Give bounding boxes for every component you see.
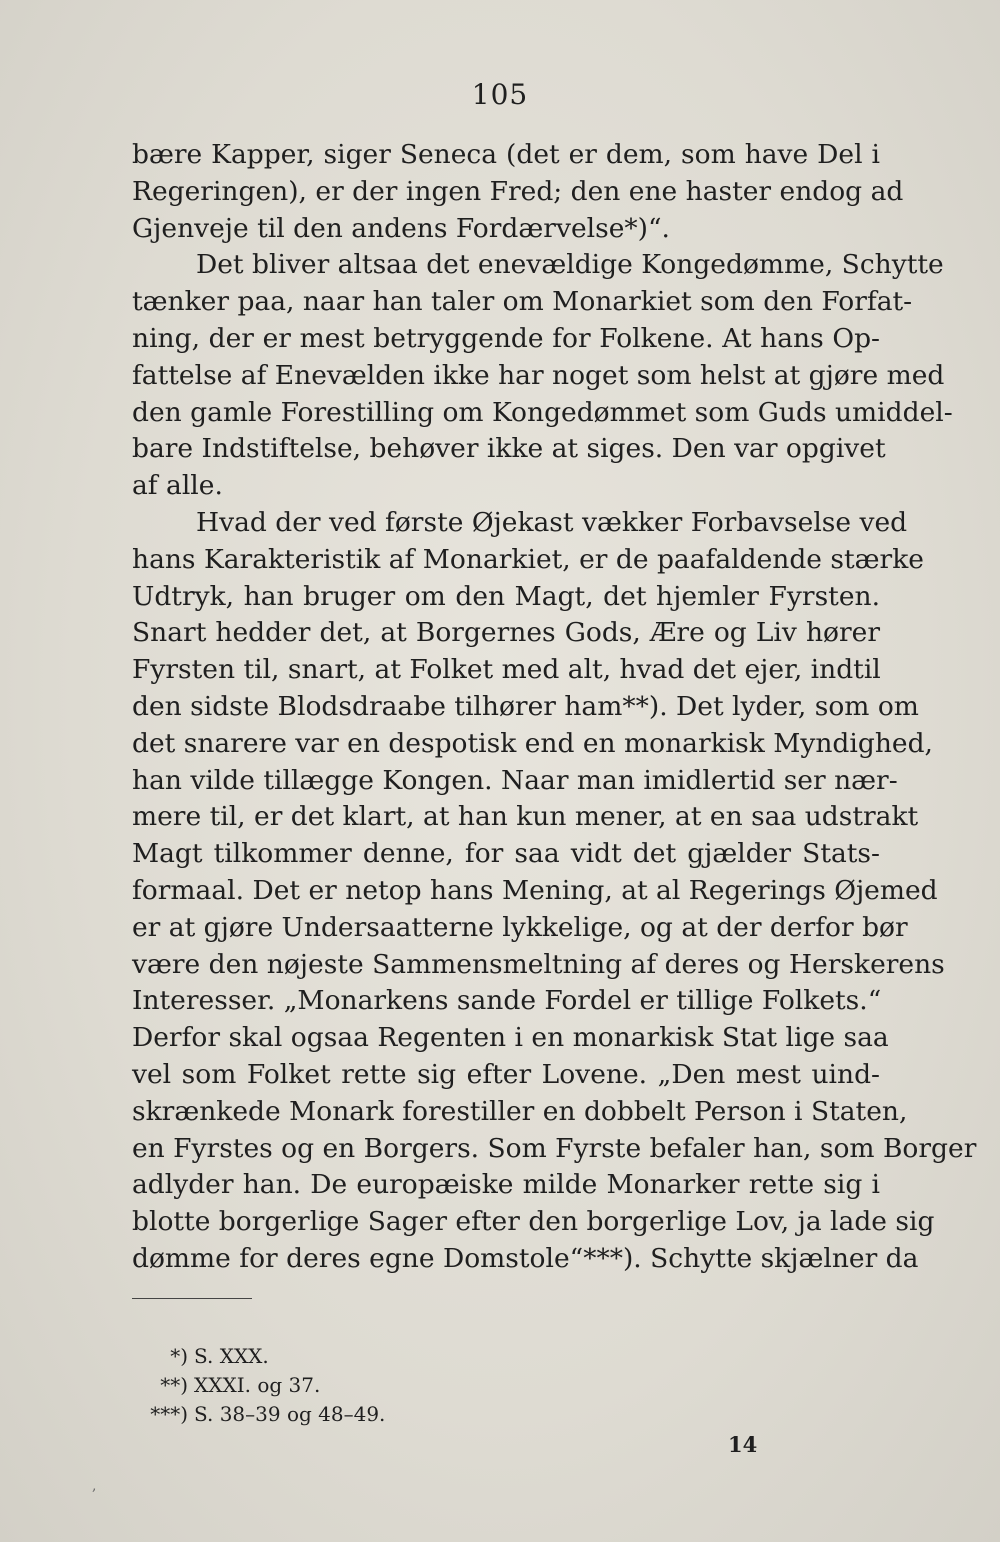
text-line: en Fyrstes og en Borgers. Som Fyrste befaler han, som Borger [132, 1132, 977, 1164]
text-line: skrænkede Monark forestiller en dobbelt Person i Staten, [132, 1095, 908, 1127]
text-line: Udtryk, han bruger om den Magt, det hjemler Fyrsten. [132, 580, 880, 612]
text-line: ning, der er mest betryggende for Folkene. At hans Op- [132, 322, 880, 354]
text-line: blotte borgerlige Sager efter den borgerlige Lov, ja lade sig [132, 1206, 935, 1238]
footnote-separator [132, 1298, 252, 1299]
text-line: adlyder han. De europæiske milde Monarker rette sig i [132, 1169, 880, 1201]
text-line: Det bliver altsaa det enevældige Kongedømme, Schytte [196, 249, 944, 281]
text-line: tænker paa, naar han taler om Monarkiet som den Forfat- [132, 286, 913, 318]
text-line: han vilde tillægge Kongen. Naar man imidlertid ser nær- [132, 764, 898, 796]
text-line: den gamle Forestilling om Kongedømmet som Guds umiddel- [132, 396, 953, 428]
text-line: af alle. [132, 470, 223, 502]
text-line: Hvad der ved første Øjekast vækker Forbavselse ved [196, 506, 908, 538]
body-text [132, 137, 977, 1278]
page-speck: , [92, 1478, 97, 1494]
text-line: formaal. Det er netop hans Mening, at al Regerings Øjemed [132, 874, 938, 906]
text-line: Snart hedder det, at Borgernes Gods, Ære og Liv hører [132, 617, 880, 649]
text-line: fattelse af Enevælden ikke har noget som helst at gjøre med [132, 359, 945, 391]
text-line: dømme for deres egne Domstole“***). Schytte skjælner da [132, 1242, 919, 1274]
text-line: er at gjøre Undersaatterne lykkelige, og at der derfor bør [132, 911, 908, 943]
text-line: bære Kapper, siger Seneca (det er dem, som have Del i [132, 139, 880, 170]
footnote-mark: **) [160, 1373, 188, 1397]
footnote-text: S. XXX. [194, 1344, 269, 1368]
text-line: Interesser. „Monarkens sande Fordel er tillige Folkets.“ [132, 985, 882, 1017]
footnote [132, 1371, 532, 1400]
footnote [132, 1342, 532, 1371]
footnote-mark: ***) [150, 1402, 188, 1426]
text-line: Magt tilkommer denne, for saa vidt det gjælder Stats- [132, 838, 880, 870]
text-line: Regeringen), er der ingen Fred; den ene haster endog ad [132, 175, 904, 207]
footnote-text: S. 38–39 og 48–49. [194, 1402, 386, 1426]
text-line: vel som Folket rette sig efter Lovene. „Den mest uind- [132, 1058, 880, 1090]
text-line: Fyrsten til, snart, at Folket med alt, hvad det ejer, indtil [132, 654, 881, 686]
footnote-text: XXXI. og 37. [194, 1373, 321, 1397]
text-line: Gjenveje til den andens Fordærvelse*)“. [132, 212, 670, 244]
text-line: bare Indstiftelse, behøver ikke at siges. Den var opgivet [132, 433, 886, 465]
text-line: være den nøjeste Sammensmeltning af deres og Herskerens [132, 948, 945, 980]
footnote [132, 1400, 532, 1429]
text-line: det snarere var en despotisk end en monarkisk Myndighed, [132, 727, 933, 759]
text-line: den sidste Blodsdraabe tilhører ham**). Det lyder, som om [132, 690, 919, 722]
footnotes [132, 1342, 532, 1429]
text-line: Derfor skal ogsaa Regenten i en monarkisk Stat lige saa [132, 1022, 889, 1054]
signature-mark: 14 [728, 1432, 758, 1457]
text-line: hans Karakteristik af Monarkiet, er de paafaldende stærke [132, 543, 924, 575]
footnote-mark: *) [170, 1344, 188, 1368]
text-line: mere til, er det klart, at han kun mener, at en saa udstrakt [132, 801, 919, 833]
page-number: 105 [471, 78, 529, 111]
